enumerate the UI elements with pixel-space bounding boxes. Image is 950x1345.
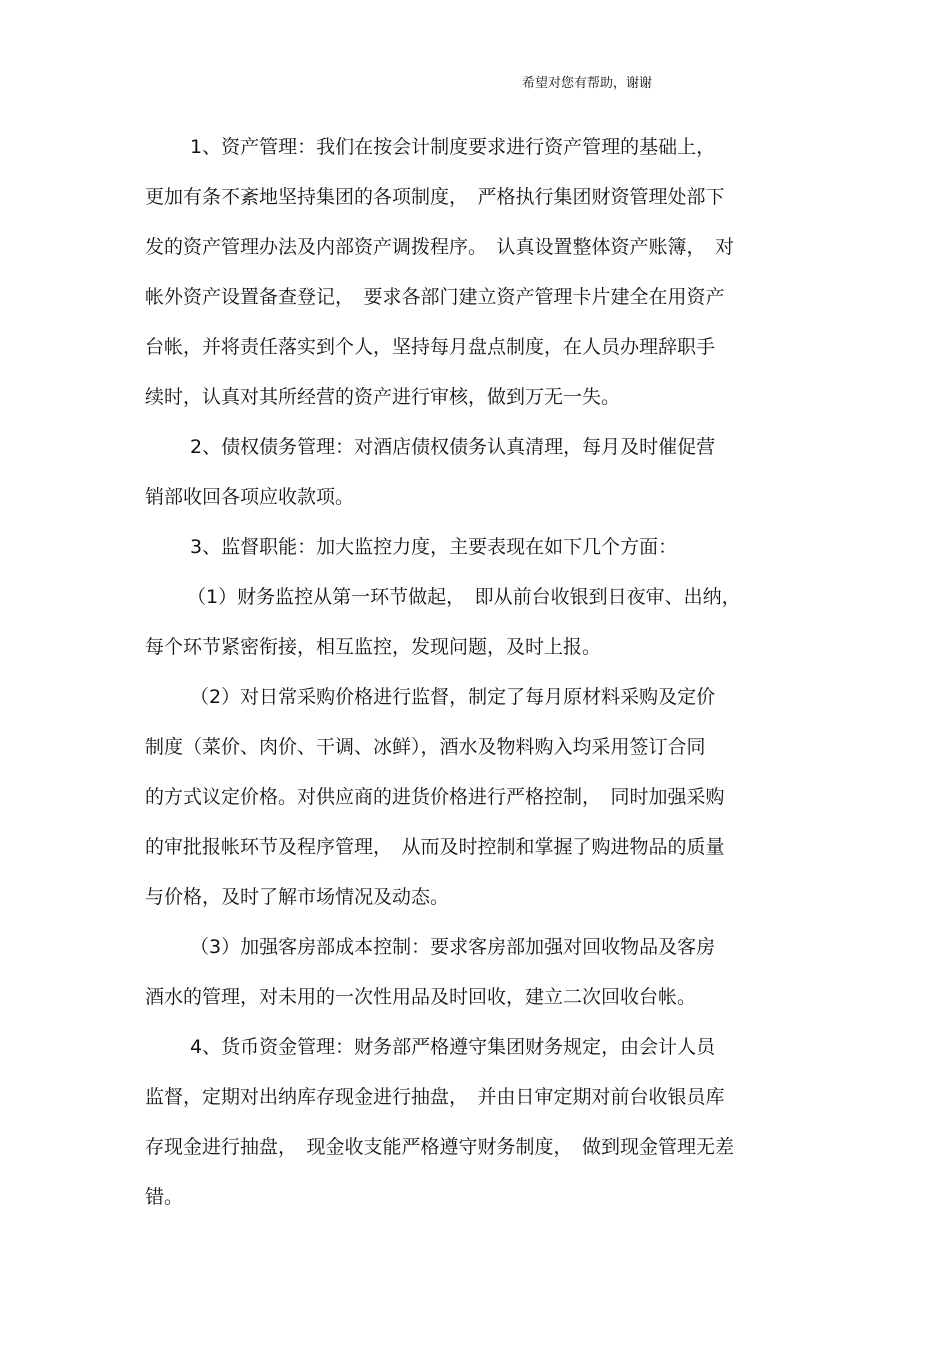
- paragraph-line: 续时，认真对其所经营的资产进行审核，做到万无一失。: [145, 386, 621, 408]
- paragraph-line: 台帐，并将责任落实到个人，坚持每月盘点制度，在人员办理辞职手: [145, 336, 716, 358]
- paragraph-line: 错。: [145, 1186, 184, 1208]
- paragraph-line: （3）加强客房部成本控制：要求客房部加强对回收物品及客房: [190, 936, 716, 958]
- paragraph-line: 销部收回各项应收款项。: [145, 486, 355, 508]
- paragraph-line: 与价格，及时了解市场情况及动态。: [145, 886, 450, 908]
- paragraph-line: 2、债权债务管理：对酒店债权债务认真清理，每月及时催促营: [190, 436, 716, 458]
- paragraph-line: 监督，定期对出纳库存现金进行抽盘， 并由日审定期对前台收银员库: [145, 1086, 725, 1108]
- paragraph-line: 帐外资产设置备查登记， 要求各部门建立资产管理卡片建全在用资产: [145, 286, 725, 308]
- paragraph-line: 4、货币资金管理：财务部严格遵守集团财务规定，由会计人员: [190, 1036, 716, 1058]
- paragraph-line: 制度（菜价、肉价、干调、冰鲜），酒水及物料购入均采用签订合同: [145, 736, 706, 758]
- paragraph-line: 存现金进行抽盘， 现金收支能严格遵守财务制度， 做到现金管理无差: [145, 1136, 735, 1158]
- paragraph-line: 酒水的管理，对未用的一次性用品及时回收，建立二次回收台帐。: [145, 986, 697, 1008]
- paragraph-line: 发的资产管理办法及内部资产调拨程序。 认真设置整体资产账簿， 对: [145, 236, 735, 258]
- paragraph-line: （2）对日常采购价格进行监督，制定了每月原材料采购及定价: [190, 686, 716, 708]
- paragraph-line: 的方式议定价格。对供应商的进货价格进行严格控制， 同时加强采购: [145, 786, 725, 808]
- paragraph-line: （1）财务监控从第一环节做起， 即从前台收银到日夜审、出纳，: [187, 586, 741, 608]
- paragraph-line: 1、资产管理：我们在按会计制度要求进行资产管理的基础上，: [190, 136, 716, 158]
- paragraph-line: 更加有条不紊地坚持集团的各项制度， 严格执行集团财资管理处部下: [145, 186, 725, 208]
- header-note: 希望对您有帮助，谢谢: [522, 76, 653, 91]
- document-body: [145, 122, 813, 1222]
- paragraph-line: 3、监督职能：加大监控力度，主要表现在如下几个方面：: [190, 536, 678, 558]
- paragraph-line: 每个环节紧密衔接，相互监控，发现问题，及时上报。: [145, 636, 602, 658]
- paragraph-line: 的审批报帐环节及程序管理， 从而及时控制和掌握了购进物品的质量: [145, 836, 725, 858]
